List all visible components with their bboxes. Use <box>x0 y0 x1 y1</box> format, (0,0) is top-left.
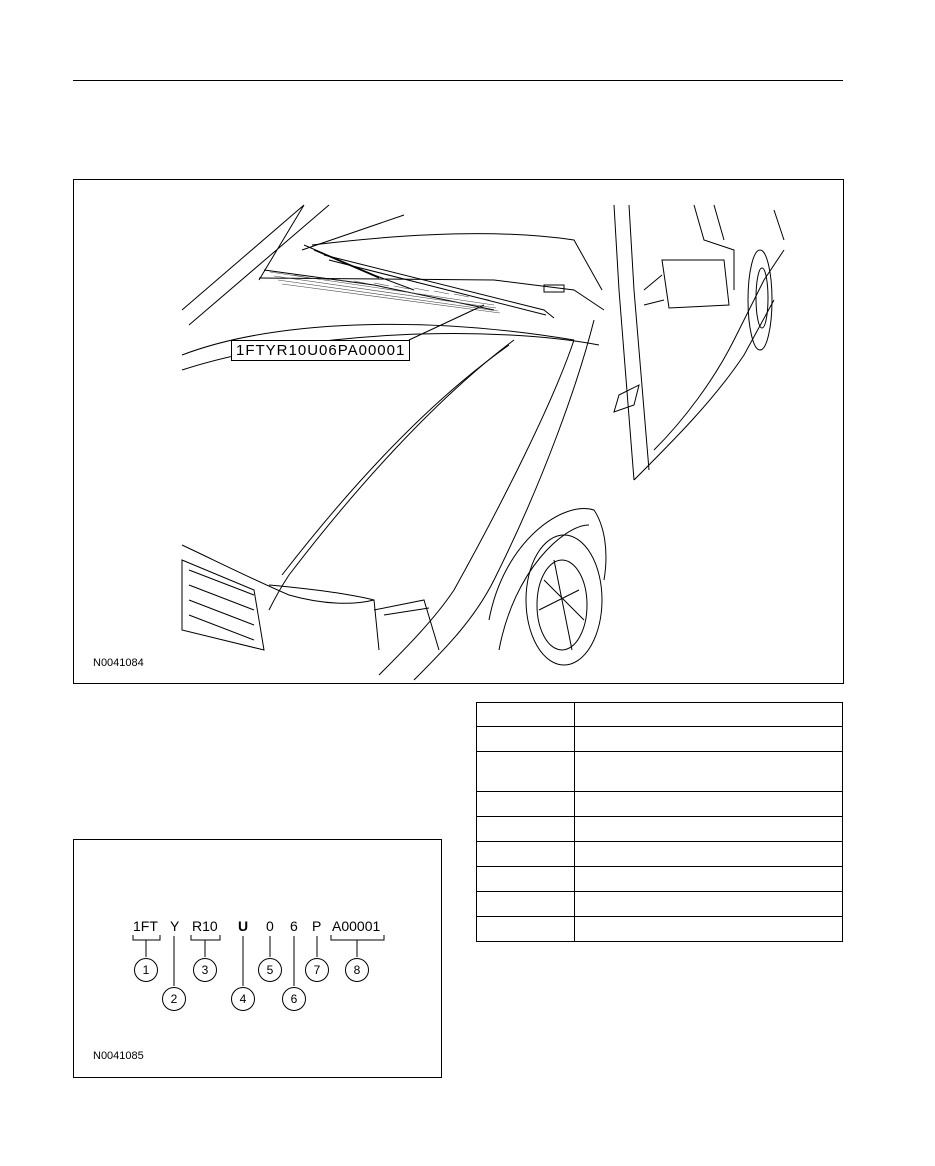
table-cell <box>575 727 843 752</box>
table-cell <box>575 752 843 792</box>
table-row <box>477 817 843 842</box>
vin-location-figure <box>73 179 844 684</box>
table-row <box>477 752 843 792</box>
header-rule <box>73 80 843 81</box>
vin-segment: P <box>312 918 322 934</box>
table-row <box>477 792 843 817</box>
vin-segment: Y <box>170 918 180 934</box>
figure-id: N0041085 <box>93 1050 144 1062</box>
vin-breakdown-figure <box>73 839 442 1078</box>
callout-number: 3 <box>193 958 217 982</box>
vin-segment: 6 <box>290 918 298 934</box>
table-cell <box>477 727 575 752</box>
callout-number: 8 <box>345 958 369 982</box>
table-cell <box>477 867 575 892</box>
table-cell <box>575 892 843 917</box>
table-cell <box>477 817 575 842</box>
vin-segment: U <box>238 918 249 934</box>
vin-segment: 1FT <box>133 918 158 934</box>
table-cell <box>477 752 575 792</box>
truck-line-drawing <box>74 180 843 683</box>
table-row <box>477 917 843 942</box>
table-row <box>477 842 843 867</box>
table-cell <box>477 703 575 727</box>
table-cell <box>575 817 843 842</box>
legend-table <box>476 702 843 942</box>
vin-segment: R10 <box>192 918 218 934</box>
vin-callout-label: 1FTYR10U06PA00001 <box>231 340 410 361</box>
table-cell <box>477 792 575 817</box>
callout-number: 7 <box>305 958 329 982</box>
figure-id: N0041084 <box>93 657 144 669</box>
table-cell <box>477 842 575 867</box>
callout-number: 4 <box>231 987 255 1011</box>
table-cell <box>575 703 843 727</box>
callout-leaders <box>74 840 441 1077</box>
callout-number: 2 <box>162 987 186 1011</box>
vin-segment: 0 <box>266 918 274 934</box>
vin-segment: A00001 <box>332 918 381 934</box>
table-row <box>477 727 843 752</box>
table-cell <box>575 792 843 817</box>
table-cell <box>575 867 843 892</box>
table-cell <box>575 842 843 867</box>
callout-number: 6 <box>282 987 306 1011</box>
table-row <box>477 703 843 727</box>
table-row <box>477 892 843 917</box>
table-cell <box>477 917 575 942</box>
table-row <box>477 867 843 892</box>
table-cell <box>575 917 843 942</box>
callout-number: 1 <box>134 958 158 982</box>
callout-number: 5 <box>258 958 282 982</box>
table-cell <box>477 892 575 917</box>
